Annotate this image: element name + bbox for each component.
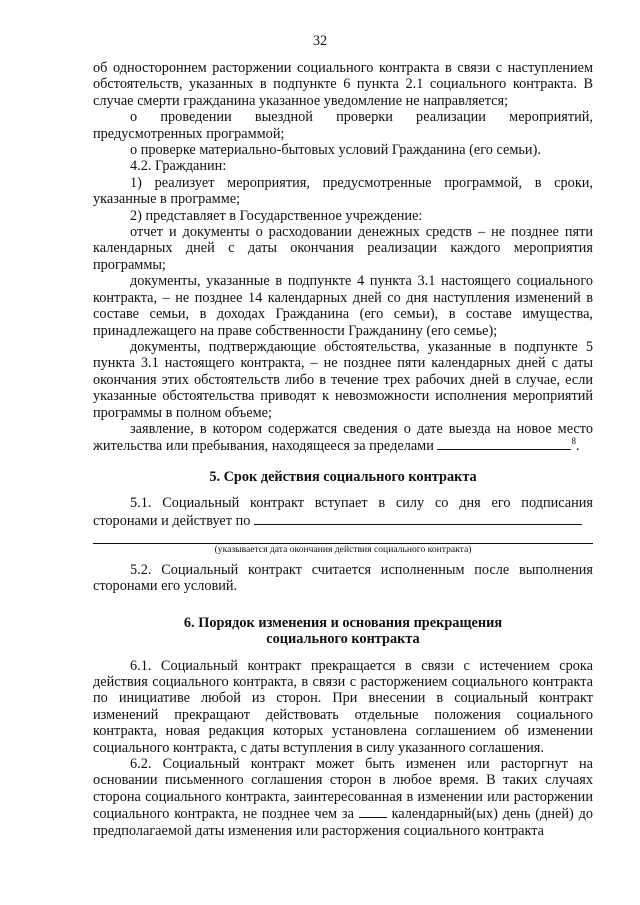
paragraph-4-2-1: 1) реализует мероприятия, предусмотренные программой, в сроки, указанные в программе; [93,174,593,208]
blank-line [359,805,387,818]
paragraph-5-1 [93,495,593,529]
section-6-heading-line1: 6. Порядок изменения и основания прекращения [183,614,503,631]
paragraph-documents-circumstances: документы, подтверждающие обстоятельства, указанные в подпункте 5 пункта 3.1 настоящего контракта, – не позднее пяти календарных дней с даты окончания этих обстоятельств либо в течение трех рабочих дней в случае, если указанные обстоятельства приводят к невозможности исполнения мероприятий программы в полном объеме; [93,338,593,421]
paragraph-expense-report: отчет и документы о расходовании денежных средств – не позднее пяти календарных дней с даты окончания реализации каждого мероприятия программы; [93,224,593,273]
document-body [93,60,593,839]
relocation-text: заявление, в котором содержатся сведения о дате выезда на новое место жительства или пребывания, находящееся за пределами [93,420,593,455]
paragraph-6-2-start: 6.2. Социальный контракт может быть изменен или расторгнут на основании письменного соглашения сторон в любое время. В таких случаях сторона социального контракта, заинтересованная в изменении или расторжении социального контракта, не позднее чем за [93,756,593,823]
paragraph-living-conditions: о проверке материально-бытовых условий Гражданина (его семьи). [130,142,541,159]
blank-line [254,512,582,525]
paragraph-6-2 [93,756,593,839]
paragraph-6-1: 6.1. Социальный контракт прекращается в связи с истечением срока действия социального контракта, в связи с расторжением социального контракта по инициативе любой из сторон. При внесении в социальный контракт изменений прекращают действовать отдельные положения социального контракта, новая редакция которых установлена соглашением об изменении социального контракта, с даты вступления в силу указанного соглашения. [93,657,593,756]
paragraph-4-2-2: 2) представляет в Государственное учреждение: [130,207,423,224]
paragraph-5-1-text: 5.1. Социальный контракт вступает в силу со дня его подписания сторонами и действует по [93,495,593,529]
end-date-note: (указывается дата окончания действия социального контракта) [214,543,472,555]
paragraph-documents-changes: документы, указанные в подпункте 4 пункта 3.1 настоящего социального контракта, – не позднее 14 календарных дней со дня наступления изменений в составе семьи, в доходах Гражданина (его семьи), в составе имущества, принадлежащего на праве собственности Гражданину (его семье); [93,273,593,339]
paragraph-relocation-statement: заявление, в котором содержатся сведения о дате выезда на новое место жительства или пребывания, находящееся за пределами $^8$. [93,420,593,455]
paragraph-4-2: 4.2. Гражданин: [130,158,227,175]
section-6-heading-line2: социального контракта [266,631,420,648]
section-5-heading: 5. Срок действия социального контракта [209,468,477,485]
paragraph-6-2-end: календарный(ых) день (дней) до предполагаемой даты изменения или расторжения социального контракта [93,806,593,839]
blank-line [93,529,593,544]
paragraph-field-inspection: о проведении выездной проверки реализации мероприятий, предусмотренных программой; [93,109,593,142]
page-number: 32 [312,33,328,49]
paragraph-unilateral-termination: об одностороннем расторжении социального контракта в связи с наступлением обстоятельств, указанных в подпункте 6 пункта 2.1 социального контракта. В случае смерти гражданина указанное уведомление не направляется; [93,60,593,109]
paragraph-5-2: 5.2. Социальный контракт считается исполненным после выполнения сторонами его условий. [93,561,593,595]
blank-line [437,437,571,450]
footnote-mark: 8 [571,436,576,447]
